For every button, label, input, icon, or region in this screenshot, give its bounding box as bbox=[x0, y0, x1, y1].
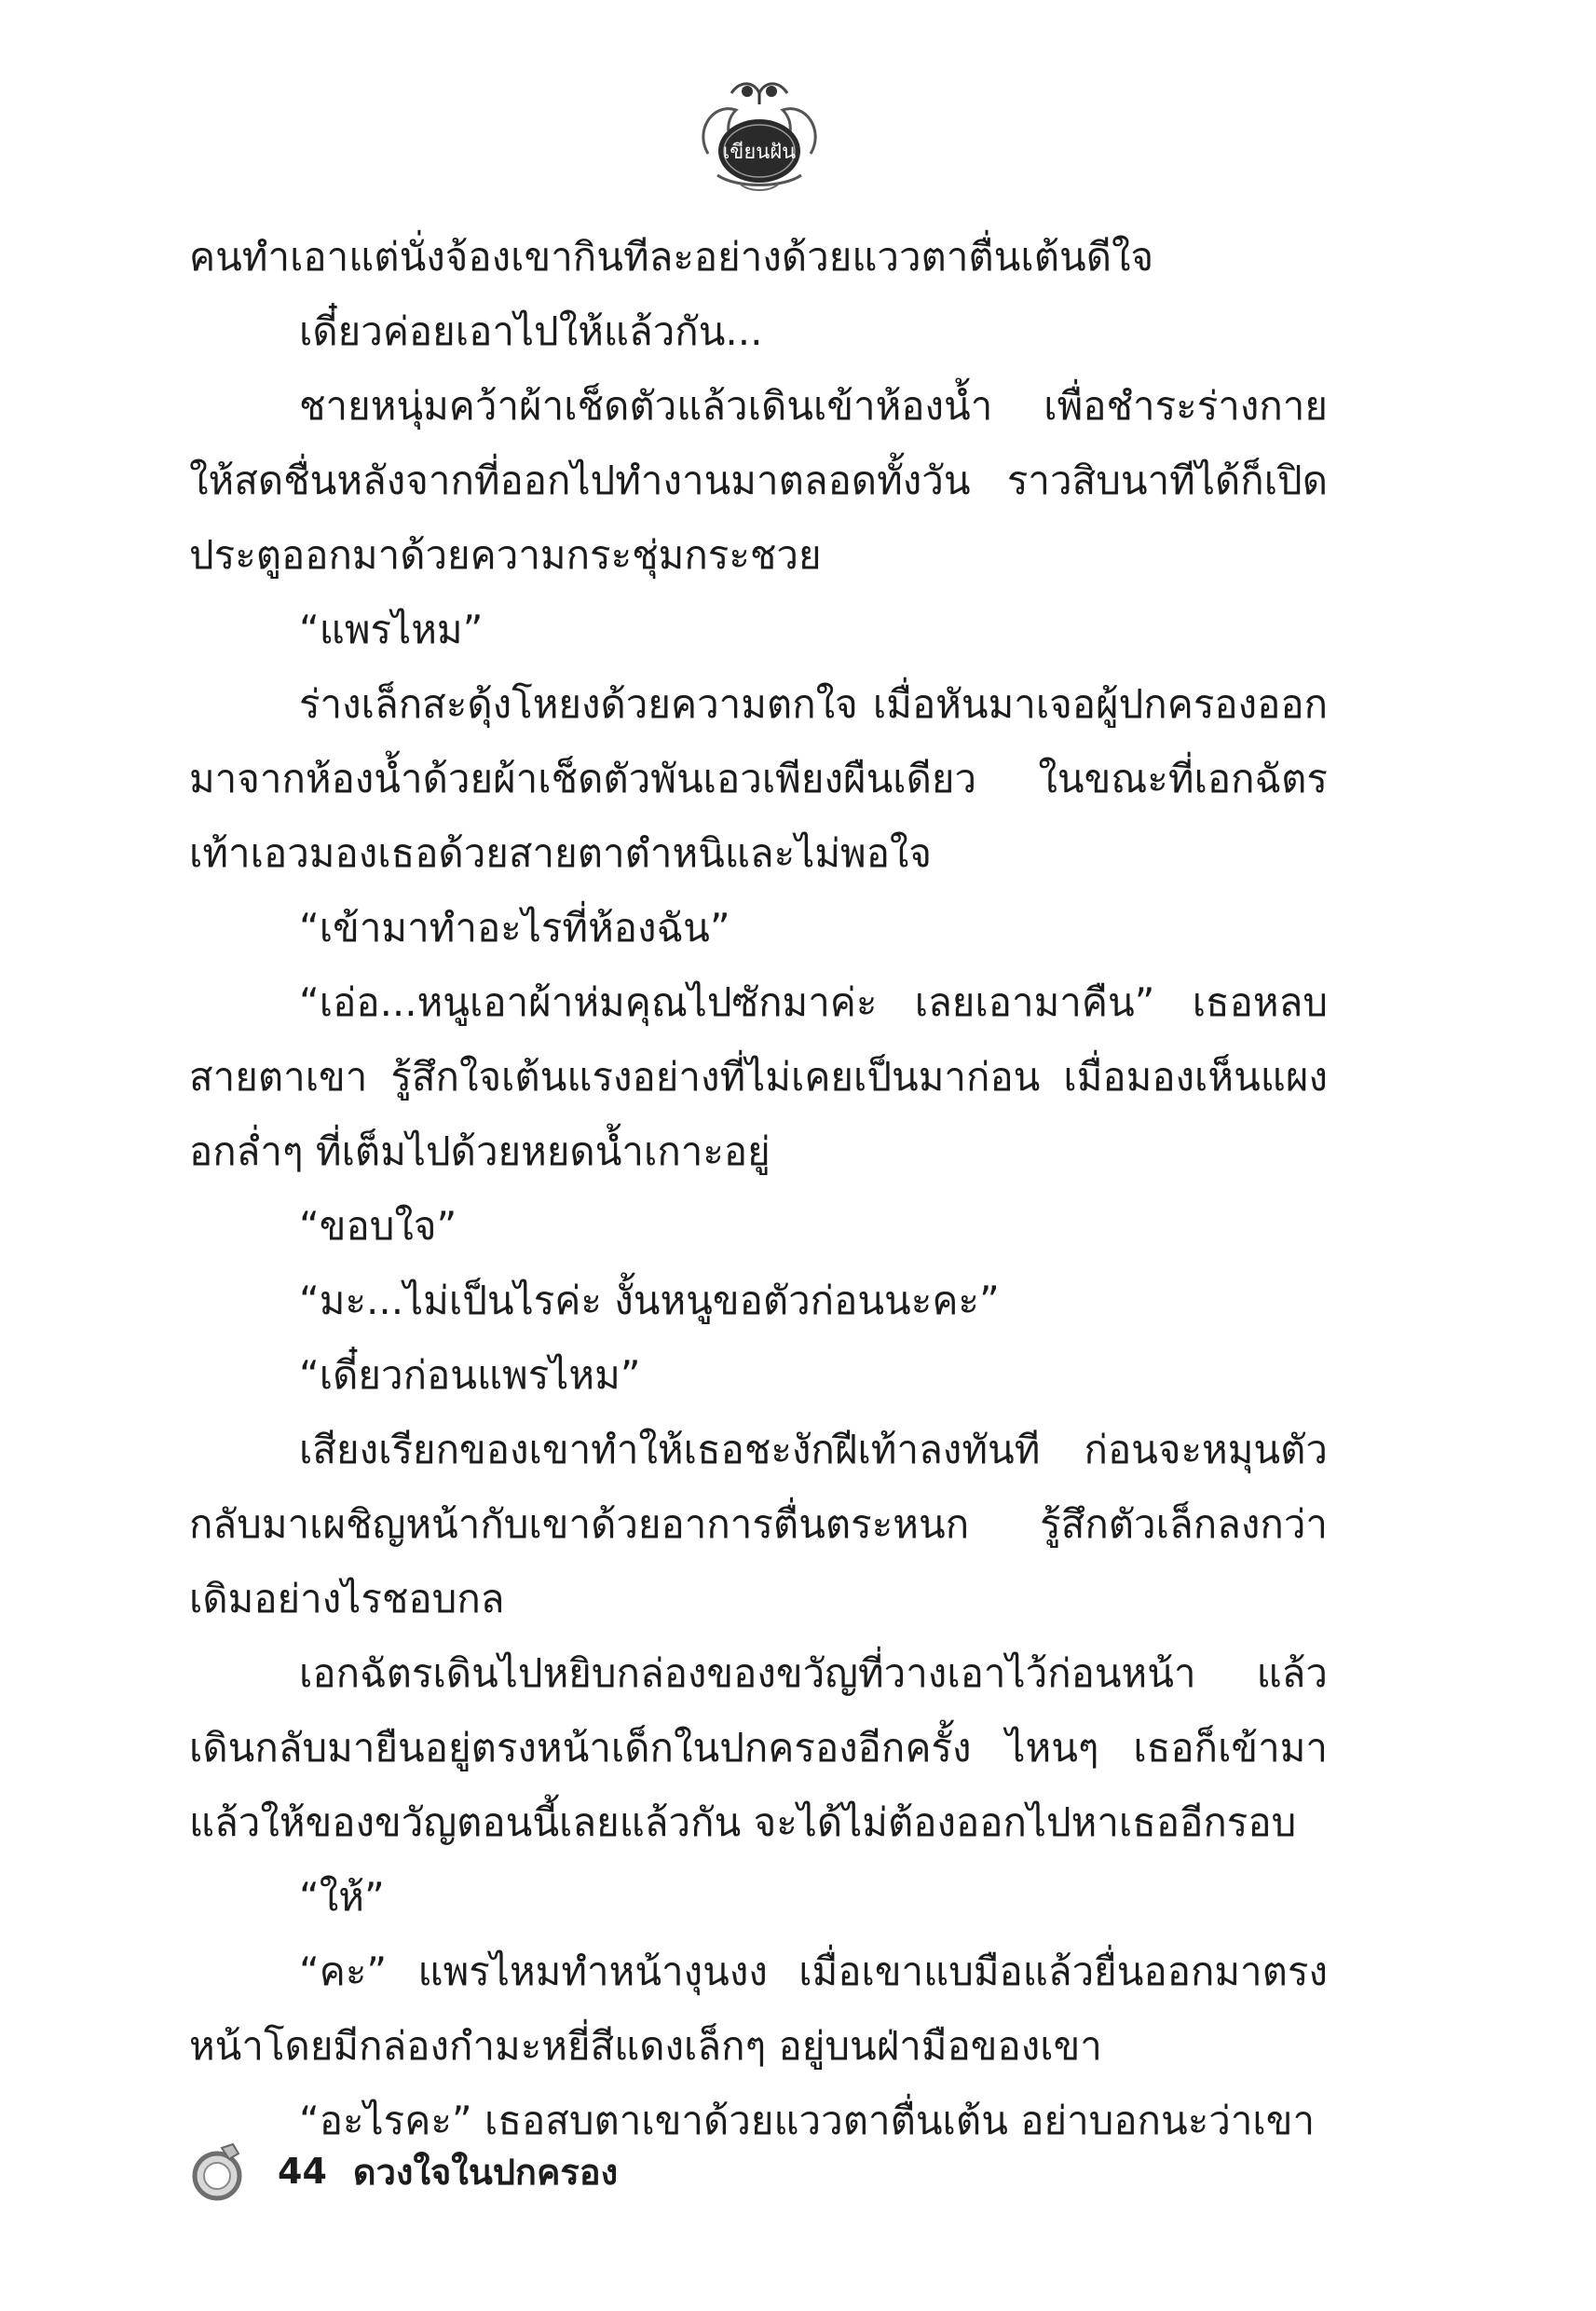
paragraph: “ให้” bbox=[299, 1874, 385, 1920]
body-text bbox=[189, 220, 1328, 2158]
paragraph: “เอ่อ...หนูเอาผ้าห่มคุณไปซักมาค่ะ เลยเอามาคืน” เธอหลบสายตาเขา รู้สึกใจเต้นแรงอย่างที่ไม่เคยเป็นมาก่อน เมื่อมองเห็นแผงอกล่ำๆ ที่เต็มไปด้วยหยดน้ำเกาะอยู่ bbox=[189, 979, 1328, 1174]
page-number: 44 bbox=[278, 2151, 327, 2192]
paragraph: “เข้ามาทำอะไรที่ห้องฉัน” bbox=[299, 905, 730, 950]
paragraph: “มะ...ไม่เป็นไรค่ะ งั้นหนูขอตัวก่อนนะคะ” bbox=[299, 1278, 1000, 1323]
paragraph: “อะไรคะ” เธอสบตาเขาด้วยแววตาตื่นเต้น อย่าบอกนะว่าเขา bbox=[299, 2098, 1316, 2143]
book-title: ดวงใจในปกครอง bbox=[352, 2151, 619, 2193]
paragraph: “คะ” แพรไหมทำหน้างุนงง เมื่อเขาแบมือแล้วยื่นออกมาตรงหน้าโดยมีกล่องกำมะหยี่สีแดงเล็กๆ อยู่บนฝ่ามือของเขา bbox=[189, 1949, 1328, 2069]
publisher-emblem-icon bbox=[689, 65, 829, 196]
paragraph: “ขอบใจ” bbox=[299, 1203, 457, 1249]
page-footer bbox=[186, 2134, 1025, 2208]
paragraph: ชายหนุ่มคว้าผ้าเช็ดตัวแล้วเดินเข้าห้องน้ำ เพื่อชำระร่างกายให้สดชื่นหลังจากที่ออกไปทำงานมาตลอดทั้งวัน ราวสิบนาทีได้ก็เปิดประตูออกมาด้วยความกระชุ่มกระชวย bbox=[189, 383, 1328, 578]
logo-text: เขียนฝัน bbox=[722, 141, 797, 164]
paragraph: “แพรไหม” bbox=[299, 607, 484, 652]
paragraph: เดี๋ยวค่อยเอาไปให้แล้วกัน... bbox=[299, 308, 763, 354]
paragraph: ร่างเล็กสะดุ้งโหยงด้วยความตกใจ เมื่อหันมาเจอผู้ปกครองออกมาจากห้องน้ำด้วยผ้าเช็ดตัวพันเอวเพียงผืนเดียว ในขณะที่เอกฉัตรเท้าเอวมองเธอด้วยสายตาตำหนิและไม่พอใจ bbox=[189, 681, 1328, 876]
paragraph: เสียงเรียกของเขาทำให้เธอชะงักฝีเท้าลงทันที ก่อนจะหมุนตัวกลับมาเผชิญหน้ากับเขาด้วยอาการตื่นตระหนก รู้สึกตัวเล็กลงกว่าเดิมอย่างไรชอบกล bbox=[189, 1427, 1328, 1621]
paragraph: “เดี๋ยวก่อนแพรไหม” bbox=[299, 1352, 641, 1398]
paragraph: เอกฉัตรเดินไปหยิบกล่องของขวัญที่วางเอาไว้ก่อนหน้า แล้วเดินกลับมายืนอยู่ตรงหน้าเด็กในปกครองอีกครั้ง ไหนๆ เธอก็เข้ามาแล้วให้ของขวัญตอนนี้เลยแล้วกัน จะได้ไม่ต้องออกไปหาเธออีกรอบ bbox=[189, 1650, 1328, 1845]
paragraph: คนทำเอาแต่นั่งจ้องเขากินทีละอย่างด้วยแววตาตื่นเต้นดีใจ bbox=[189, 234, 1154, 280]
ring-icon bbox=[186, 2139, 252, 2204]
publisher-logo bbox=[689, 65, 829, 196]
